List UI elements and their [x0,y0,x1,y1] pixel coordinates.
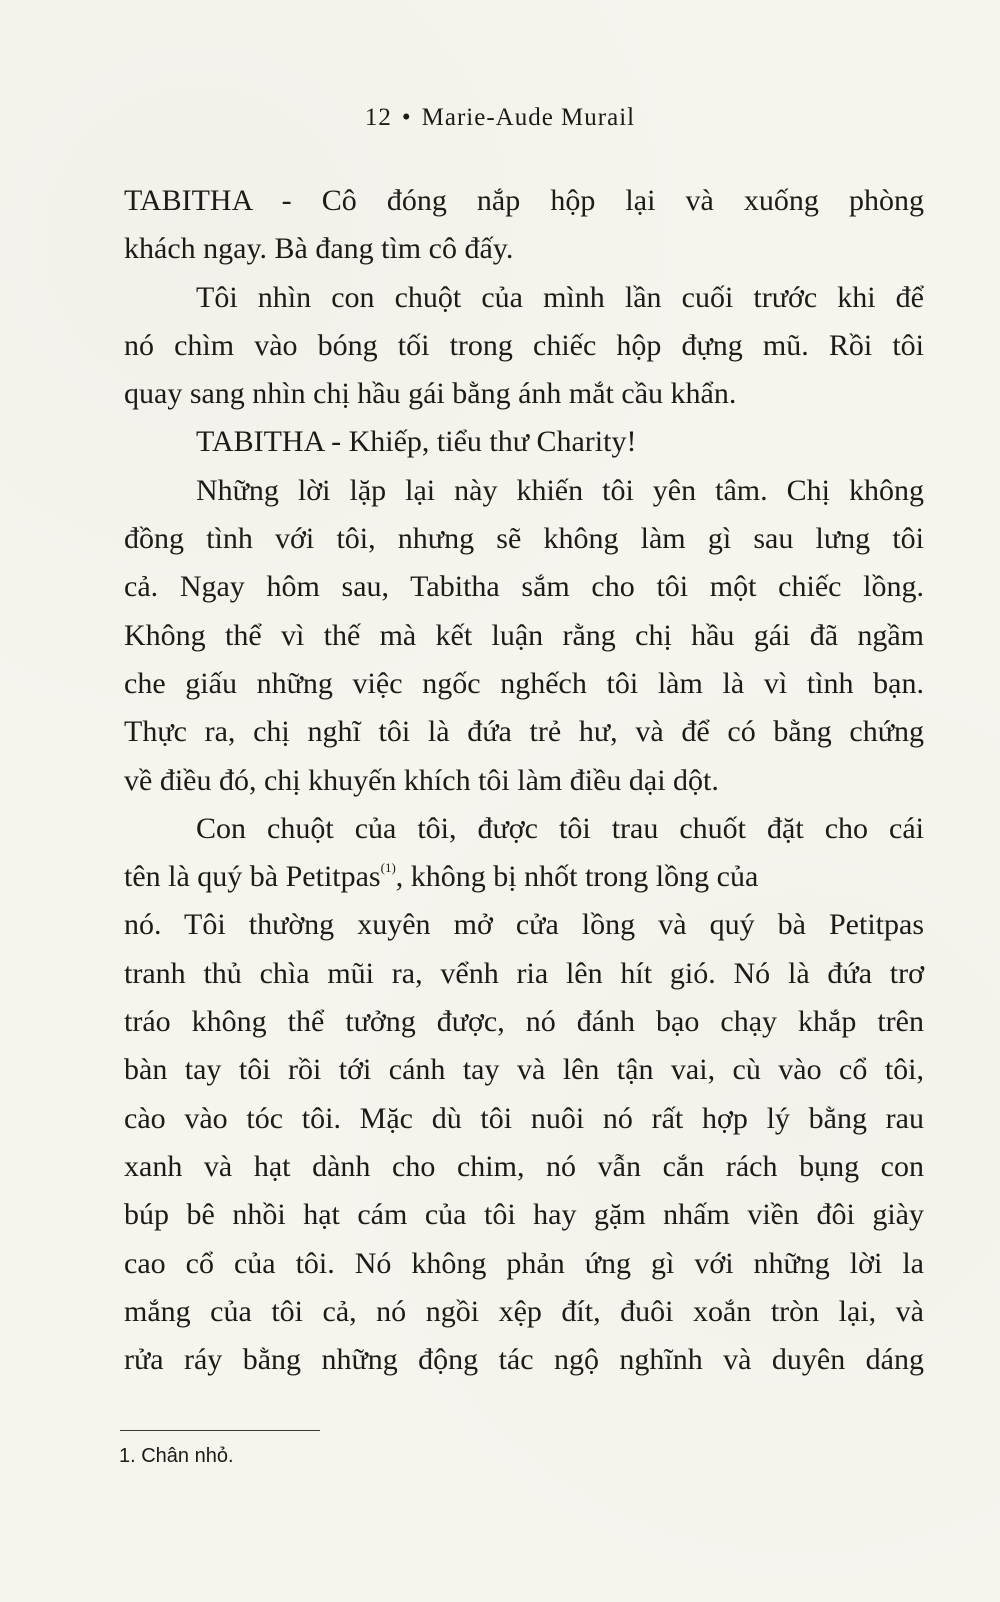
body-line: cả. Ngay hôm sau, Tabitha sắm cho tôi một chiếc lồng. [124,570,924,604]
body-line: che giấu những việc ngốc nghếch tôi làm là vì tình bạn. [124,666,924,700]
author-name: Marie-Aude Murail [421,104,636,131]
body-line-part: , không bị nhốt trong lồng của [395,860,759,894]
body-text [124,177,924,1384]
running-header [0,104,1000,132]
body-line: TABITHA - Khiếp, tiểu thư Charity! [196,425,637,459]
body-line: TABITHA - Cô đóng nắp hộp lại và xuống phòng [124,184,924,217]
body-line: Không thể vì thế mà kết luận rằng chị hầu gái đã ngầm [124,618,924,652]
body-line: quay sang nhìn chị hầu gái bằng ánh mắt cầu khẩn. [124,377,737,411]
body-line: xanh và hạt dành cho chim, nó vẫn cắn rách bụng con [124,1149,924,1183]
footnote-divider [120,1430,320,1431]
body-line: khách ngay. Bà đang tìm cô đấy. [124,232,514,266]
body-line: tranh thủ chìa mũi ra, vểnh ria lên hít gió. Nó là đứa trơ [124,956,924,990]
body-line-part: tên là quý bà Petitpas [124,860,381,894]
body-line: nó. Tôi thường xuyên mở cửa lồng và quý bà Petitpas [124,908,924,942]
body-line: Con chuột của tôi, được tôi trau chuốt đặt cho cái [196,811,924,845]
body-line: về điều đó, chị khuyến khích tôi làm điều dại dột. [124,763,719,797]
body-line: rửa ráy bằng những động tác ngộ nghĩnh và duyên dáng [124,1343,924,1377]
body-line: mắng của tôi cả, nó ngồi xệp đít, đuôi xoắn tròn lại, và [124,1294,924,1328]
body-line: Thực ra, chị nghĩ tôi là đứa trẻ hư, và để có bằng chứng [124,715,924,749]
body-line: đồng tình với tôi, nhưng sẽ không làm gì sau lưng tôi [124,522,924,556]
body-line: bàn tay tôi rồi tới cánh tay và lên tận vai, cù vào cổ tôi, [124,1053,924,1087]
body-line: Tôi nhìn con chuột của mình lần cuối trước khi để [196,280,924,314]
body-line: búp bê nhồi hạt cám của tôi hay gặm nhấm viền đôi giày [124,1198,924,1232]
body-line-with-footnote [124,853,924,901]
header-separator: • [401,104,412,131]
body-line: nó chìm vào bóng tối trong chiếc hộp đựng mũ. Rồi tôi [124,328,924,362]
body-line: Những lời lặp lại này khiến tôi yên tâm. Chị không [196,473,924,507]
body-line: cao cổ của tôi. Nó không phản ứng gì với những lời la [124,1246,924,1280]
page-number: 12 [364,104,392,131]
footnote: 1. Chân nhỏ. [119,1445,234,1467]
footnote-marker: (1) [380,860,396,876]
body-line: tráo không thể tưởng được, nó đánh bạo chạy khắp trên [124,1005,924,1039]
body-line: cào vào tóc tôi. Mặc dù tôi nuôi nó rất hợp lý bằng rau [124,1101,924,1135]
